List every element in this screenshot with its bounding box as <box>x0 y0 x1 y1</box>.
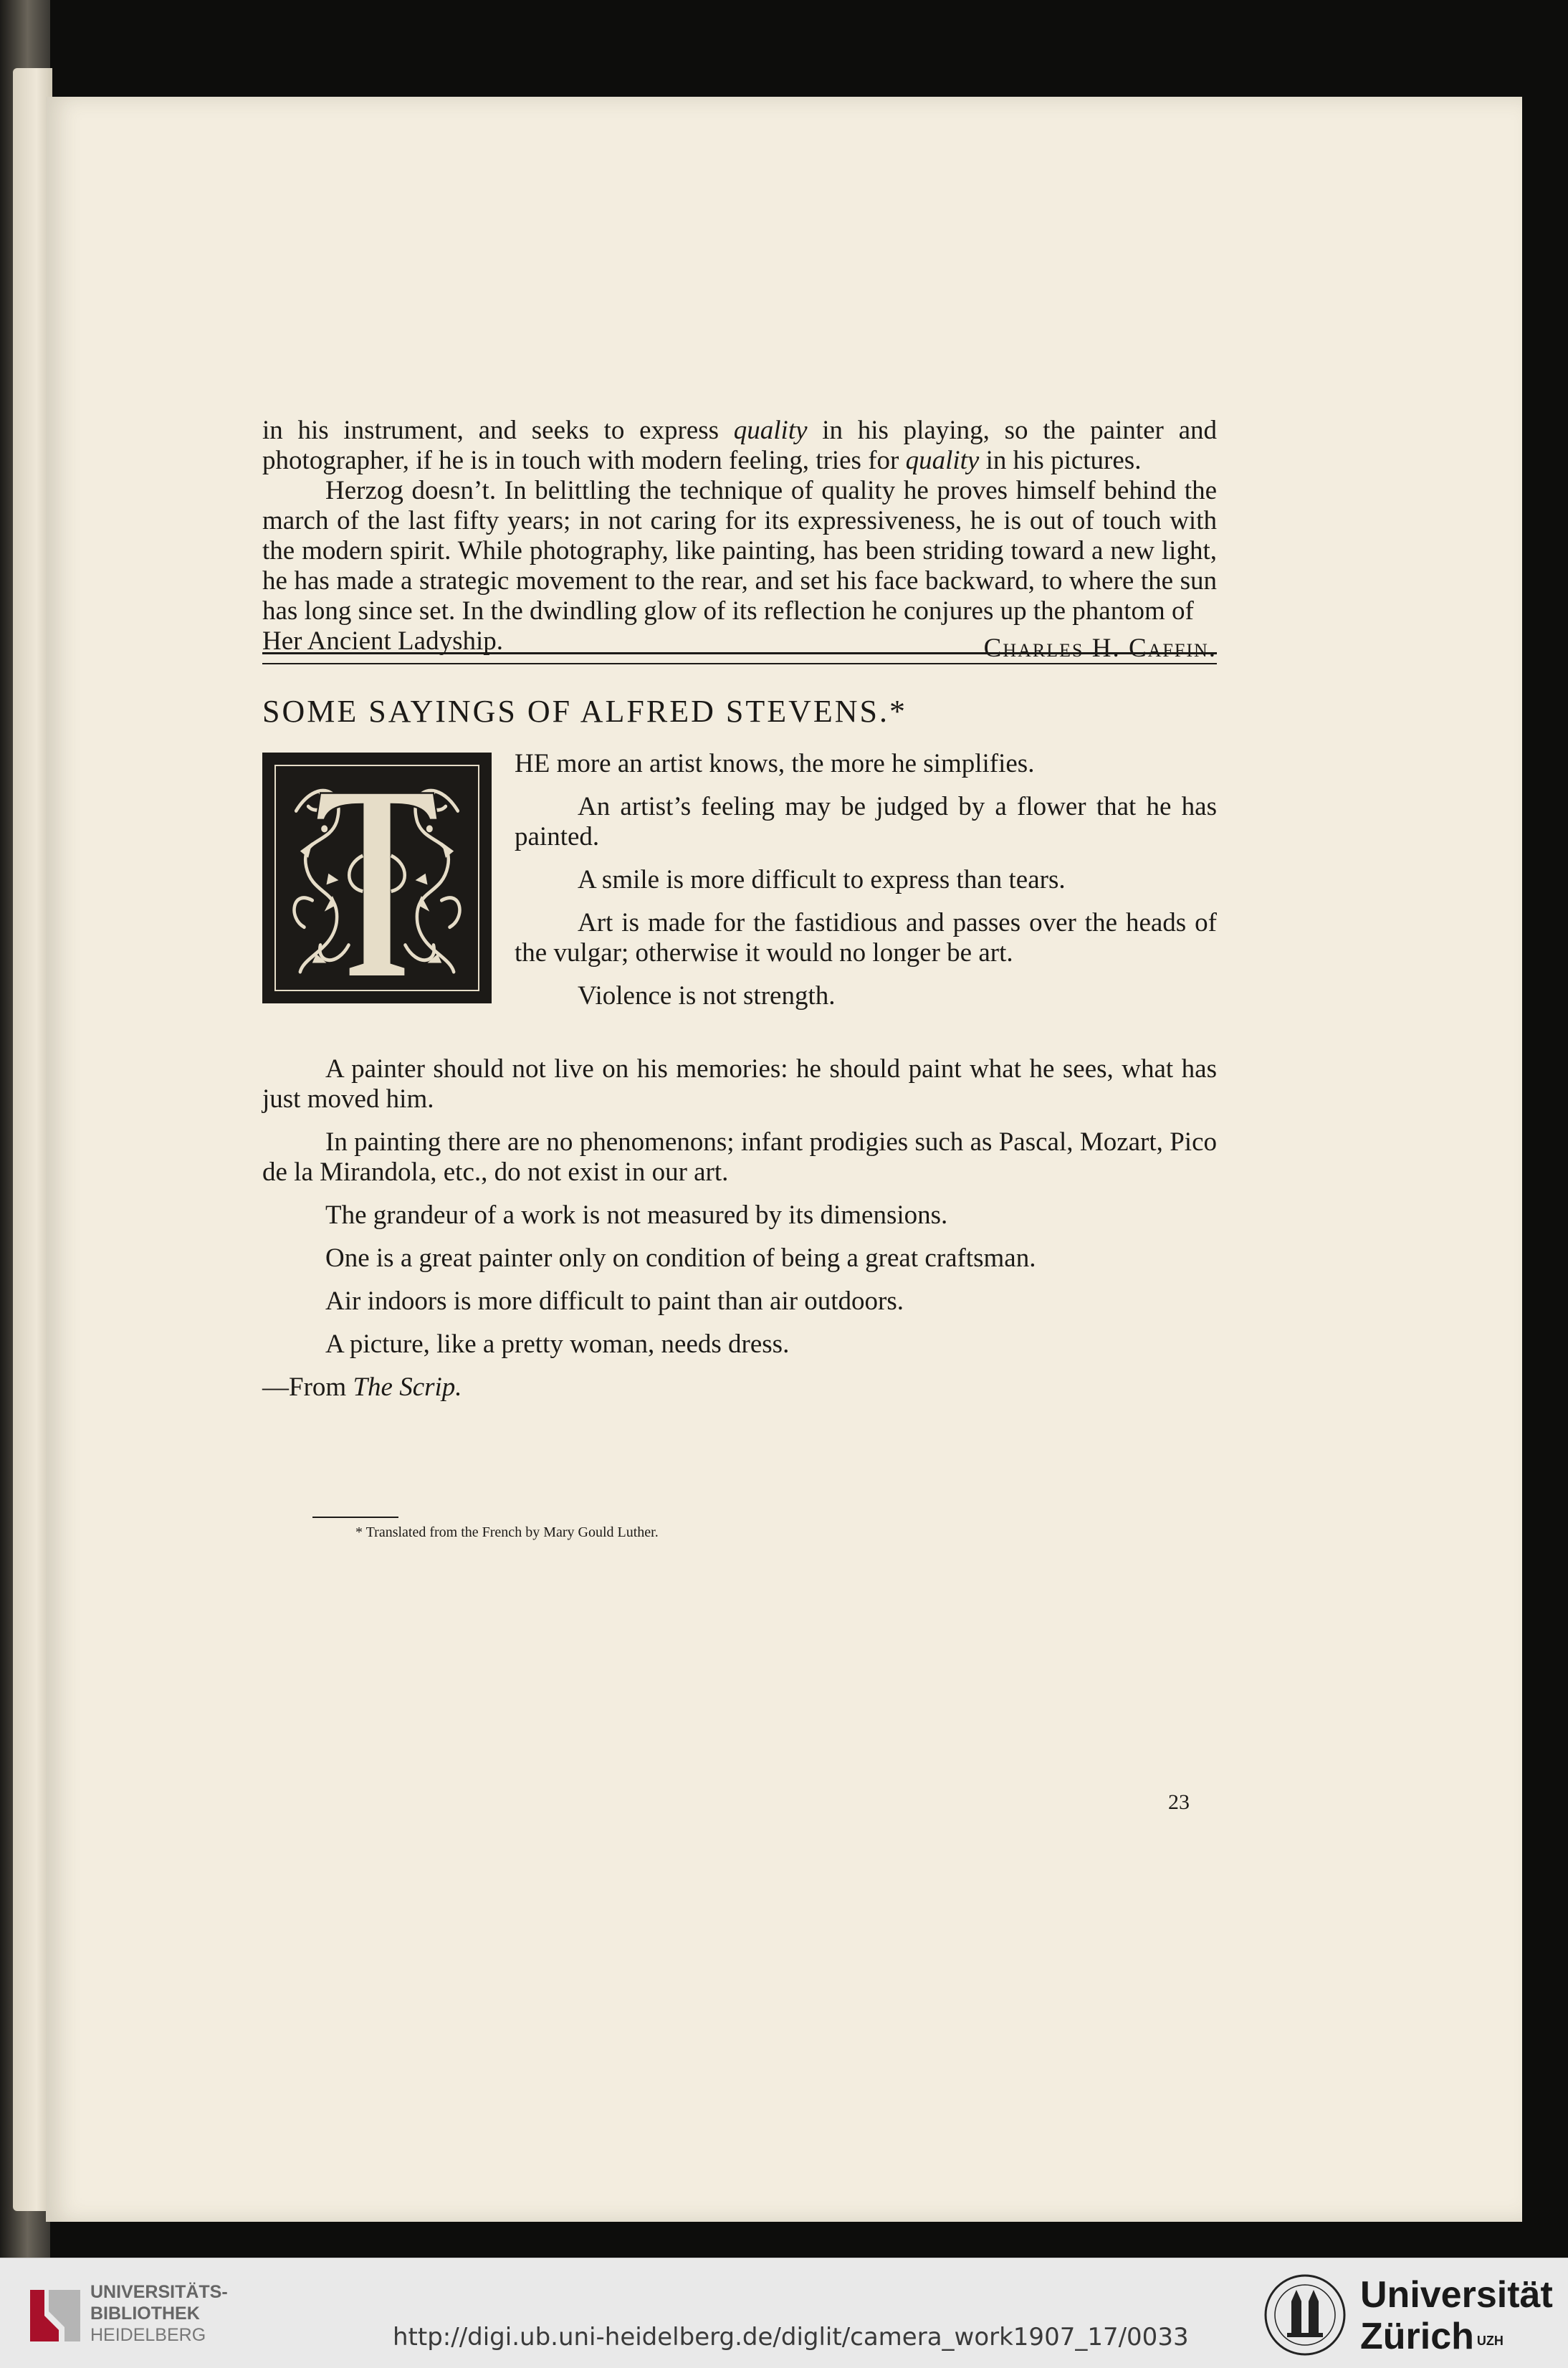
source-title: The Scrip. <box>353 1372 462 1402</box>
footnote: * Translated from the French by Mary Gould Luther. <box>355 1524 659 1540</box>
first-saying-text: HE more an artist knows, the more he simplifies. <box>515 749 1035 778</box>
ub-heidelberg-name <box>90 2281 228 2346</box>
drop-cap-ornament <box>262 753 492 1003</box>
footnote-rule <box>312 1517 398 1518</box>
uzh-name <box>1360 2274 1553 2357</box>
section-divider <box>262 652 1217 664</box>
digitization-footer <box>0 2258 1568 2368</box>
saying-item: One is a great painter only on condition of being a great craftsman. <box>325 1243 1036 1273</box>
saying-item: In painting there are no phenomenons; infant prodigies such as Pascal, Mozart, Pico de la Mirandola, etc., do not exist in our art. <box>262 1127 1217 1187</box>
uzh-line-2 <box>1360 2316 1504 2357</box>
sayings-full-width <box>262 1054 1217 1403</box>
section-title: SOME SAYINGS OF ALFRED STEVENS.* <box>262 694 907 729</box>
library-line-2: BIBLIOTHEK <box>90 2303 200 2324</box>
ub-heidelberg-logo-icon <box>27 2287 83 2344</box>
saying-item: Air indoors is more difficult to paint than air outdoors. <box>325 1286 904 1316</box>
library-line-3: HEIDELBERG <box>90 2325 206 2345</box>
italic-word: quality <box>733 416 808 445</box>
sayings-beside-initial <box>515 749 1217 1011</box>
book-page <box>46 97 1522 2222</box>
saying-item: A picture, like a pretty woman, needs dress. <box>325 1329 790 1359</box>
article-paragraph-2: Herzog doesn’t. In belittling the technique of quality he proves himself behind the march of the last fifty years; in not caring for its expressiveness, he is out of touch with the modern spirit. While photography, like painting, has been striding toward a new light, he has made a strategic movement to the rear, and set his face backward, to where the sun has long since set. In the dwindling glow of its reflection he conjures up the phantom of <box>262 476 1217 626</box>
library-line-1: UNIVERSITÄTS- <box>90 2282 228 2302</box>
saying-item: A painter should not live on his memories: he should paint what he sees, what has just moved him. <box>262 1054 1217 1114</box>
italic-word: quality <box>905 446 980 475</box>
source-prefix: —From <box>262 1372 353 1402</box>
source-attribution <box>262 1372 1217 1403</box>
uzh-seal-icon <box>1263 2273 1347 2357</box>
author-signature: Charles H. Caffin. <box>983 634 1217 663</box>
article-end <box>262 416 1217 664</box>
saying-item: An artist’s feeling may be judged by a flower that he has painted. <box>515 792 1217 851</box>
drop-cap-vine-ornament <box>276 766 478 990</box>
uzh-line-1: Universität <box>1360 2274 1553 2316</box>
saying-item: Art is made for the fastidious and passes over the heads of the vulgar; otherwise it would no longer be art. <box>515 908 1217 968</box>
saying-item: Violence is not strength. <box>578 981 836 1011</box>
saying-item: The grandeur of a work is not measured by its dimensions. <box>325 1200 948 1230</box>
uzh-line-2-text: Zürich <box>1360 2316 1474 2357</box>
article-paragraph-1: in his instrument, and seeks to express quality in his playing, so the painter and photographer, if he is in touch with modern feeling, tries for quality in his pictures. <box>262 416 1217 475</box>
page-number: 23 <box>1168 1790 1190 1814</box>
saying-item: A smile is more difficult to express than tears. <box>578 865 1066 894</box>
uzh-superscript: UZH <box>1476 2334 1504 2348</box>
permalink-url[interactable]: http://digi.ub.uni-heidelberg.de/diglit/camera_work1907_17/0033 <box>393 2323 1189 2352</box>
first-saying <box>515 749 1217 779</box>
closing-line: Her Ancient Ladyship. <box>262 626 503 656</box>
